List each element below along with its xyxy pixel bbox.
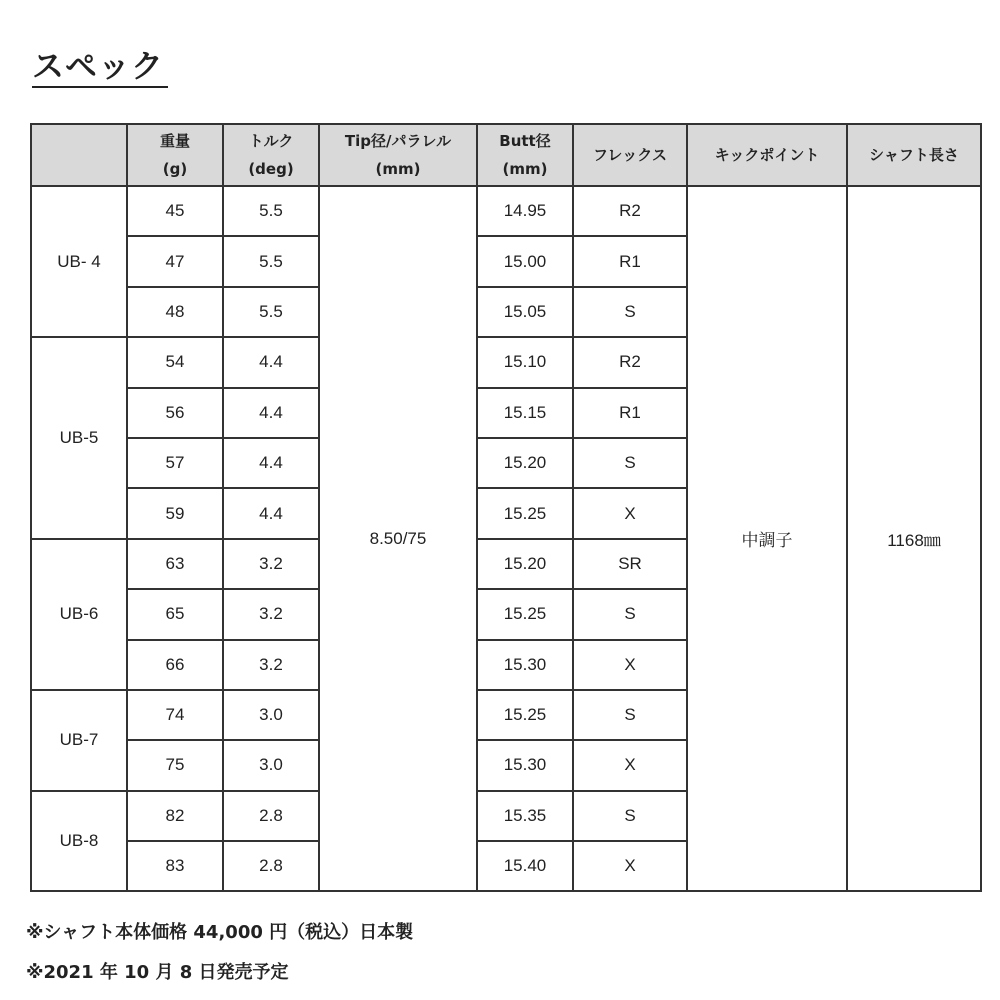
- weight-cell: 48: [127, 287, 223, 337]
- torque-cell: 3.2: [223, 539, 319, 589]
- butt-cell: 15.20: [477, 539, 573, 589]
- weight-cell: 45: [127, 186, 223, 236]
- price-note: ※シャフト本体価格 44,000 円（税込）日本製: [26, 922, 414, 943]
- butt-cell: 15.00: [477, 236, 573, 286]
- column-header: [477, 124, 573, 186]
- column-header: [223, 124, 319, 186]
- butt-cell: 14.95: [477, 186, 573, 236]
- flex-cell: X: [573, 640, 687, 690]
- header-label: キックポイント: [714, 146, 820, 164]
- spec-table: [30, 123, 982, 892]
- model-cell: UB-7: [31, 690, 127, 791]
- kick-point-cell: 中調子: [687, 186, 847, 891]
- model-cell: UB-5: [31, 337, 127, 539]
- butt-cell: 15.40: [477, 841, 573, 891]
- torque-cell: 3.2: [223, 640, 319, 690]
- model-cell: UB-8: [31, 791, 127, 892]
- weight-cell: 56: [127, 388, 223, 438]
- flex-cell: R2: [573, 186, 687, 236]
- torque-cell: 5.5: [223, 186, 319, 236]
- flex-cell: S: [573, 791, 687, 841]
- flex-cell: S: [573, 589, 687, 639]
- torque-cell: 4.4: [223, 388, 319, 438]
- table-row: [31, 186, 981, 236]
- flex-cell: SR: [573, 539, 687, 589]
- weight-cell: 65: [127, 589, 223, 639]
- column-header: [687, 124, 847, 186]
- butt-cell: 15.25: [477, 488, 573, 538]
- butt-cell: 15.25: [477, 589, 573, 639]
- torque-cell: 5.5: [223, 236, 319, 286]
- butt-cell: 15.15: [477, 388, 573, 438]
- butt-cell: 15.10: [477, 337, 573, 387]
- torque-cell: 4.4: [223, 488, 319, 538]
- butt-cell: 15.35: [477, 791, 573, 841]
- weight-cell: 57: [127, 438, 223, 488]
- flex-cell: X: [573, 488, 687, 538]
- torque-cell: 3.2: [223, 589, 319, 639]
- column-header: [573, 124, 687, 186]
- release-note: ※2021 年 10 月 8 日発売予定: [26, 962, 289, 983]
- flex-cell: X: [573, 841, 687, 891]
- flex-cell: S: [573, 287, 687, 337]
- weight-cell: 47: [127, 236, 223, 286]
- header-label: 重量: [159, 132, 190, 150]
- torque-cell: 2.8: [223, 791, 319, 841]
- header-row: [31, 124, 981, 186]
- length-cell: 1168㎜: [847, 186, 981, 891]
- weight-cell: 82: [127, 791, 223, 841]
- torque-cell: 4.4: [223, 337, 319, 387]
- flex-cell: S: [573, 690, 687, 740]
- flex-cell: R2: [573, 337, 687, 387]
- tip-cell: 8.50/75: [319, 186, 477, 891]
- torque-cell: 2.8: [223, 841, 319, 891]
- butt-cell: 15.30: [477, 740, 573, 790]
- header-unit: (mm): [502, 160, 548, 178]
- weight-cell: 59: [127, 488, 223, 538]
- flex-cell: R1: [573, 236, 687, 286]
- weight-cell: 63: [127, 539, 223, 589]
- weight-cell: 74: [127, 690, 223, 740]
- weight-cell: 54: [127, 337, 223, 387]
- column-header: [127, 124, 223, 186]
- torque-cell: 3.0: [223, 690, 319, 740]
- weight-cell: 66: [127, 640, 223, 690]
- header-unit: (mm): [375, 160, 421, 178]
- weight-cell: 75: [127, 740, 223, 790]
- flex-cell: S: [573, 438, 687, 488]
- torque-cell: 5.5: [223, 287, 319, 337]
- header-unit: (deg): [248, 160, 294, 178]
- butt-cell: 15.05: [477, 287, 573, 337]
- butt-cell: 15.30: [477, 640, 573, 690]
- butt-cell: 15.25: [477, 690, 573, 740]
- column-header: [847, 124, 981, 186]
- header-unit: (g): [162, 160, 188, 178]
- model-cell: UB-6: [31, 539, 127, 690]
- flex-cell: R1: [573, 388, 687, 438]
- butt-cell: 15.20: [477, 438, 573, 488]
- header-label: Tip径/パラレル: [344, 132, 452, 150]
- weight-cell: 83: [127, 841, 223, 891]
- torque-cell: 4.4: [223, 438, 319, 488]
- torque-cell: 3.0: [223, 740, 319, 790]
- header-label: フレックス: [592, 146, 668, 164]
- model-cell: UB- 4: [31, 186, 127, 337]
- header-label: シャフト長さ: [869, 146, 959, 164]
- header-label: Butt径: [499, 132, 551, 150]
- flex-cell: X: [573, 740, 687, 790]
- column-header: [319, 124, 477, 186]
- page-title: スペック: [32, 46, 168, 88]
- column-header: [31, 124, 127, 186]
- header-label: トルク: [248, 132, 294, 150]
